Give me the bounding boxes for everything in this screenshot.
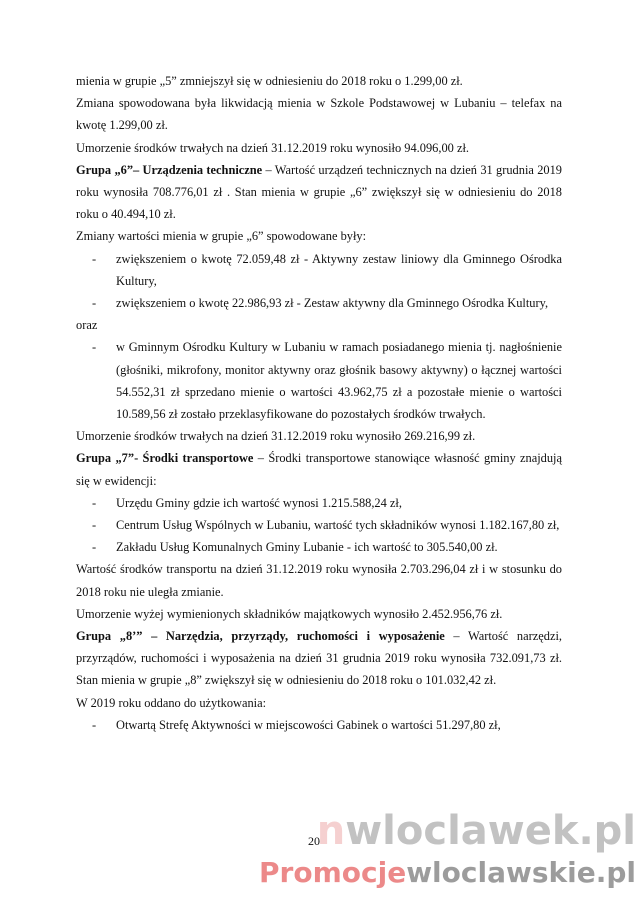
group7-list bbox=[76, 492, 562, 559]
list-item-text: zwiększeniem o kwotę 72.059,48 zł - Aktywny zestaw liniowy dla Gminnego Ośrodka Kultury, bbox=[116, 251, 562, 288]
list-item bbox=[76, 492, 562, 514]
list-dash: - bbox=[92, 495, 97, 510]
group6-depreciation: Umorzenie środków trwałych na dzień 31.12.2019 roku wynosiło 269.216,99 zł. bbox=[76, 429, 476, 444]
group8-heading: Grupa „8’” – Narzędzia, przyrządy, ruchomości i wyposażenie bbox=[76, 629, 445, 644]
list-item bbox=[76, 514, 562, 536]
group7-depreciation: Umorzenie wyżej wymienionych składników majątkowych wynosiło 2.452.956,76 zł. bbox=[76, 606, 503, 621]
list-dash: - bbox=[92, 251, 97, 266]
list-item bbox=[76, 536, 562, 558]
watermark-domain: wloclawek.pl bbox=[345, 808, 636, 854]
group7-heading: Grupa „7”- Środki transportowe bbox=[76, 451, 254, 466]
watermark-letter: n bbox=[316, 808, 346, 854]
group6-list2 bbox=[76, 336, 562, 425]
list-dash: - bbox=[92, 518, 97, 533]
group7-paragraph bbox=[76, 447, 562, 491]
watermark-promocje bbox=[0, 856, 636, 889]
group6-text: – Wartość urządzeń technicznych na dzień 31 grudnia 2019 roku wynosiła 708.776,01 zł . Stan mienia w grupie „6” zwiększył się w odniesieniu do 2018 roku o 40.494,10 zł. bbox=[76, 162, 562, 222]
list-item-text: zwiększeniem o kwotę 22.986,93 zł - Zestaw aktywny dla Gminnego Ośrodka Kultury, bbox=[116, 296, 549, 311]
group8-text: – Wartość narzędzi, przyrządów, ruchomości i wyposażenia na dzień 31 grudnia 2019 roku wynosiła 732.091,73 zł. Stan mienia w grupie „8” zwiększył się w odniesieniu do 2018 roku o 101.032,42 zł. bbox=[76, 629, 562, 688]
list-dash: - bbox=[92, 296, 97, 311]
group6-list1 bbox=[76, 248, 562, 315]
group7-text: – Środki transportowe stanowiące własność gminy znajdują się w ewidencji: bbox=[76, 451, 562, 488]
group7-value: Wartość środków transportu na dzień 31.12.2019 roku wynosiła 2.703.296,04 zł i w stosunku do 2018 roku nie uległa zmianie. bbox=[76, 562, 562, 599]
list-dash: - bbox=[92, 340, 97, 355]
list-item bbox=[76, 714, 562, 736]
group6-paragraph bbox=[76, 159, 562, 226]
group6-changes-intro: Zmiany wartości mienia w grupie „6” spowodowane były: bbox=[76, 229, 367, 244]
group6-heading: Grupa „6”– Urządzenia techniczne bbox=[76, 162, 263, 177]
paragraph-change-reason: Zmiana spowodowana była likwidacją mienia w Szkole Podstawowej w Lubaniu – telefax na kwotę 1.299,00 zł. bbox=[76, 96, 562, 133]
oraz-text: oraz bbox=[76, 318, 98, 333]
list-dash: - bbox=[92, 540, 97, 555]
paragraph-depreciation-5: Umorzenie środków trwałych na dzień 31.12.2019 roku wynosiło 94.096,00 zł. bbox=[76, 140, 469, 155]
paragraph-group5-change: mienia w grupie „5” zmniejszył się w odniesieniu do 2018 roku o 1.299,00 zł. bbox=[76, 74, 463, 88]
group8-list bbox=[76, 714, 562, 736]
list-item-text: Centrum Usług Wspólnych w Lubaniu, wartość tych składników wynosi 1.182.167,80 zł, bbox=[116, 518, 560, 533]
list-item bbox=[76, 292, 562, 314]
list-item bbox=[76, 248, 562, 292]
list-item bbox=[76, 336, 562, 425]
list-dash: - bbox=[92, 717, 97, 732]
group8-handed-over: W 2019 roku oddano do użytkowania: bbox=[76, 695, 267, 710]
page-number: 20 bbox=[308, 834, 320, 848]
list-item-text: Zakładu Usług Komunalnych Gminy Lubanie - ich wartość to 305.540,00 zł. bbox=[116, 540, 498, 555]
watermark-promocje-word: Promocje bbox=[259, 856, 407, 889]
group8-paragraph bbox=[76, 625, 562, 692]
list-item-text: w Gminnym Ośrodku Kultury w Lubaniu w ramach posiadanego mienia tj. nagłośnienie (głośniki, mikrofony, monitor aktywny oraz głośnik basowy aktywny) o łącznej wartości 54.552,31 zł sprzedano mienie o wartości 43.962,75 zł a pozostałe mienie o wartości 10.589,56 zł zostało przeklasyfikowane do pozostałych środków trwałych. bbox=[116, 340, 562, 422]
document-page bbox=[76, 70, 562, 736]
list-item-text: Urzędu Gminy gdzie ich wartość wynosi 1.215.588,24 zł, bbox=[116, 495, 402, 510]
list-item-text: Otwartą Strefę Aktywności w miejscowości Gabinek o wartości 51.297,80 zł, bbox=[116, 717, 501, 732]
watermark-promocje-domain: wloclawskie.pl bbox=[406, 856, 636, 889]
